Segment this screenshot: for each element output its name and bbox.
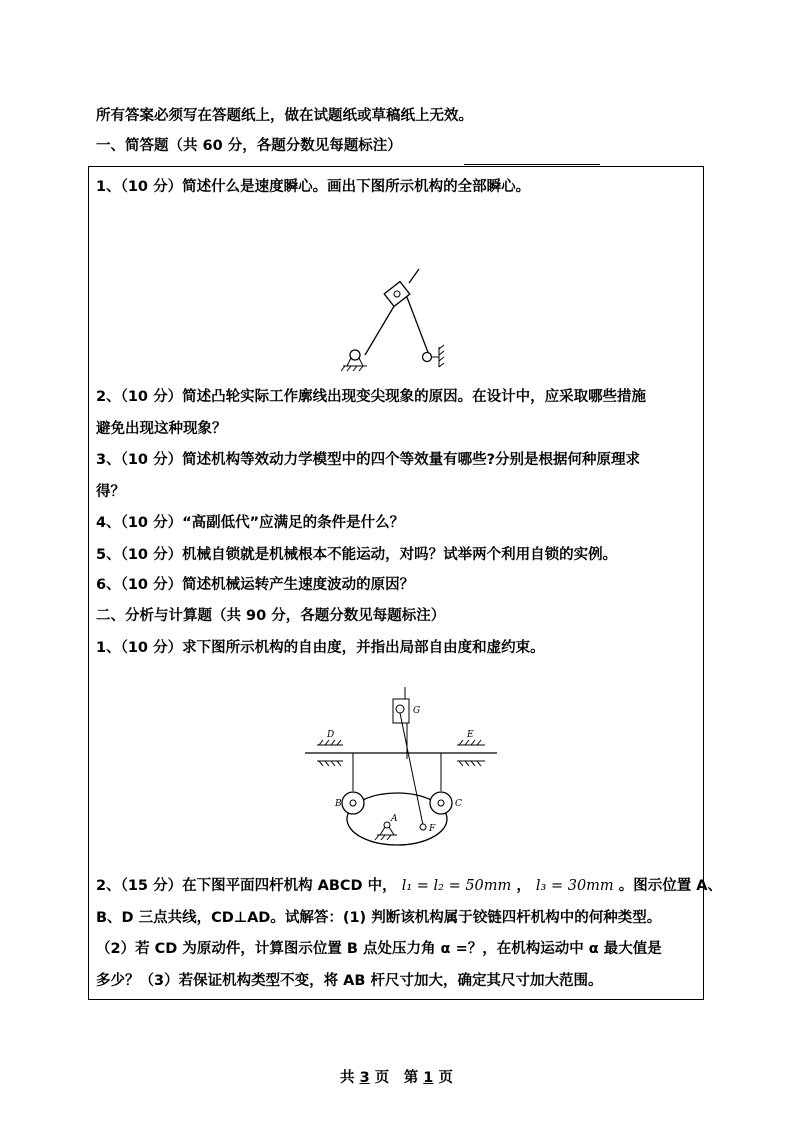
page-footer <box>0 1066 793 1087</box>
s2-q2-formula-1: l₁ = l₂ = 50mm <box>401 878 512 894</box>
section2-title: 二、分析与计算题（共 90 分，各题分数见每题标注） <box>96 608 446 624</box>
s2-q2-line3: （2）若 CD 为原动件，计算图示位置 B 点处压力角 α =？，在机构运动中 α 最大值是 <box>96 941 662 957</box>
s2-q2-line4: 多少？（3）若保证机构类型不变，将 AB 杆尺寸加大，确定其尺寸加大范围。 <box>96 973 603 989</box>
s1-q3-line2: 得？ <box>96 484 125 500</box>
s2-q2-text-b: 。图示位置 A、 <box>618 878 723 894</box>
s1-q3-line1: 3、（10 分）简述机构等效动力学模型中的四个等效量有哪些?分别是根据何种原理求 <box>96 452 640 468</box>
label-B: B <box>335 799 342 809</box>
footer-page-number: 1 <box>423 1070 434 1086</box>
footer-mid: 页 第 <box>369 1070 424 1086</box>
footer-total-pages: 3 <box>359 1070 370 1086</box>
s1-q5: 5、（10 分）机械自锁就是机械根本不能运动，对吗？试举两个利用自锁的实例。 <box>96 547 618 563</box>
label-A: A <box>391 814 398 824</box>
questions-box <box>88 166 723 1000</box>
section1-title: 一、简答题（共 60 分，各题分数见每题标注） <box>96 138 402 154</box>
label-F: F <box>429 824 436 834</box>
s1-q2-line1: 2、（10 分）简述凸轮实际工作廓线出现变尖现象的原因。在设计中，应采取哪些措施 <box>96 389 647 405</box>
s2-q1: 1、（10 分）求下图所示机构的自由度，并指出局部自由度和虚约束。 <box>96 640 545 656</box>
label-G: G <box>413 706 421 716</box>
footer-pre: 共 <box>340 1070 360 1086</box>
s2-q2-line1 <box>96 874 722 895</box>
s2-q2-separator: ， <box>516 878 531 894</box>
s2-q2-text-a: 2、（15 分）在下图平面四杆机构 ABCD 中， <box>96 878 397 894</box>
top-rule <box>464 164 600 165</box>
figure-2-mechanism <box>301 687 501 847</box>
figure-1-mechanism <box>339 267 449 377</box>
notice: 所有答案必须写在答题纸上，做在试题纸或草稿纸上无效。 <box>96 108 473 124</box>
s2-q2-line2: B、D 三点共线，CD⊥AD。试解答：(1) 判断该机构属于铰链四杆机构中的何种类型。 <box>96 910 662 926</box>
footer-post: 页 <box>433 1070 453 1086</box>
label-D: D <box>327 730 335 740</box>
s1-q1: 1、（10 分）简述什么是速度瞬心。画出下图所示机构的全部瞬心。 <box>96 179 531 195</box>
s1-q4: 4、（10 分）“高副低代”应满足的条件是什么？ <box>96 515 405 531</box>
s1-q6: 6、（10 分）简述机械运转产生速度波动的原因？ <box>96 577 415 593</box>
label-C: C <box>455 799 462 809</box>
s1-q2-line2: 避免出现这种现象？ <box>96 421 227 437</box>
s2-q2-formula-2: l₃ = 30mm <box>535 878 614 894</box>
label-E: E <box>467 730 474 740</box>
